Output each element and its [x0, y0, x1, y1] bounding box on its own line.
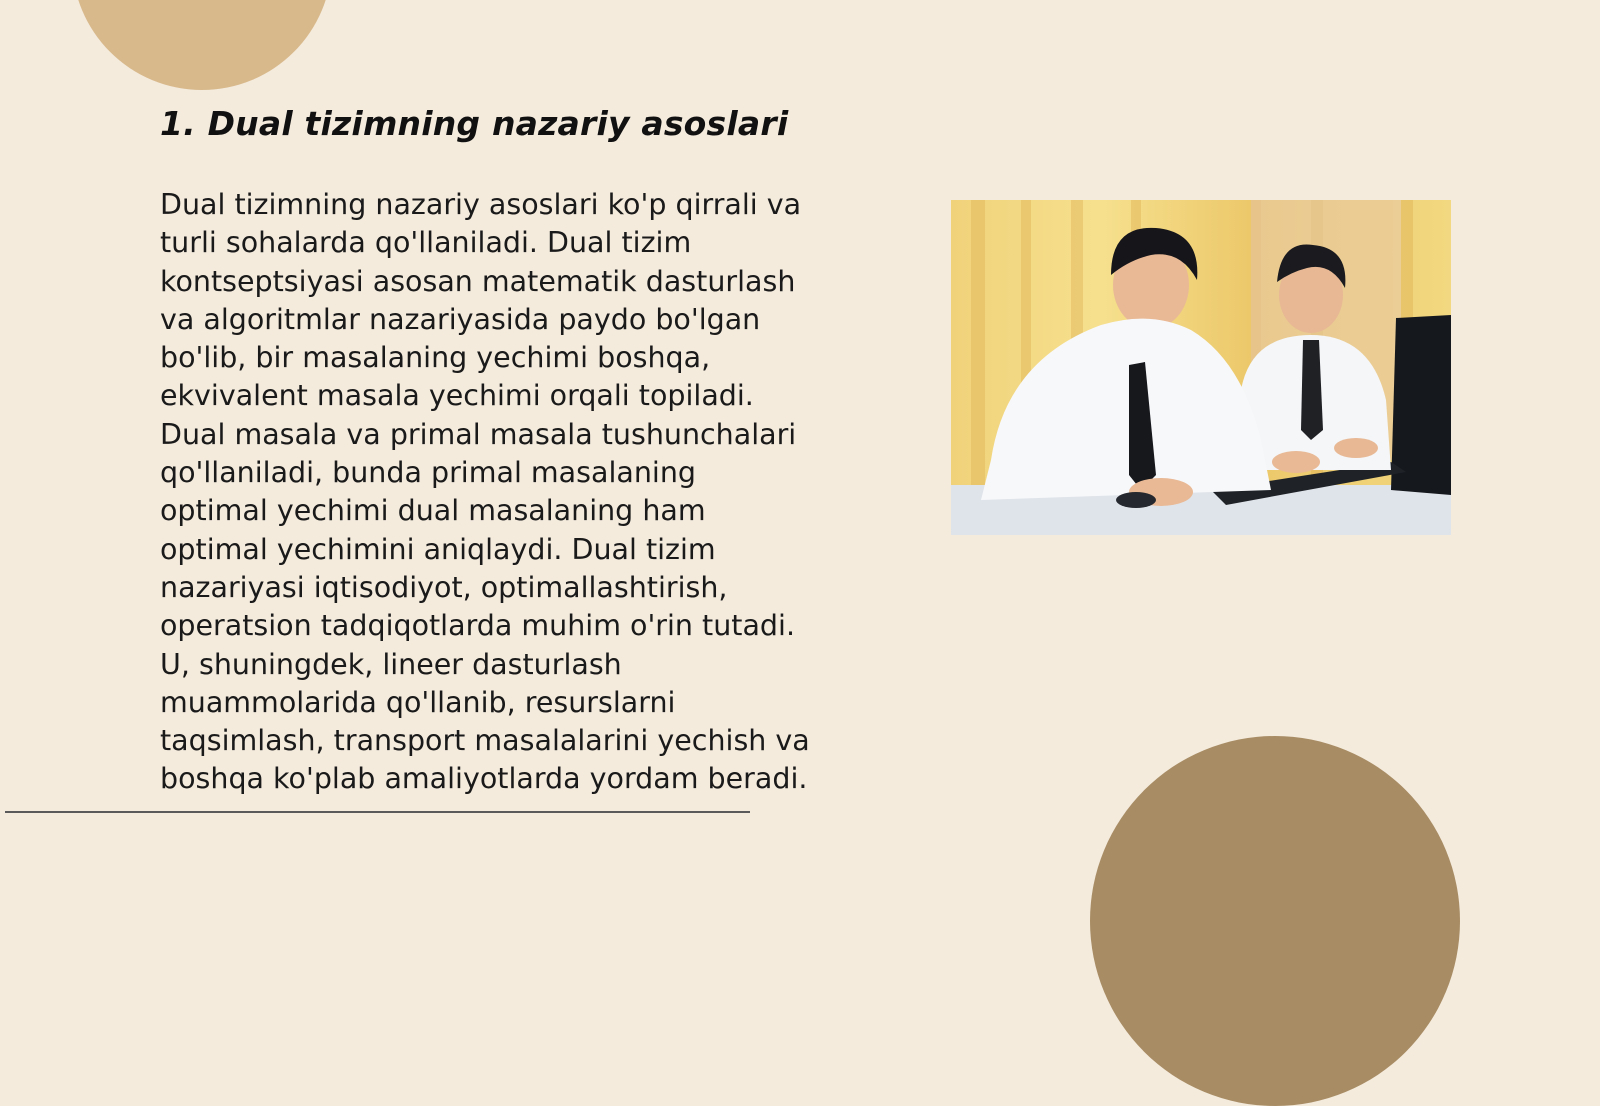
decorative-circle-top — [72, 0, 332, 90]
decorative-circle-bottom — [1090, 736, 1460, 1106]
horizontal-divider — [5, 811, 750, 813]
students-at-computer-photo — [951, 200, 1451, 535]
slide-title: 1. Dual tizimning nazariy asoslari — [160, 104, 789, 143]
slide-body-text: Dual tizimning nazariy asoslari ko'p qirrali va turli sohalarda qo'llaniladi. Dual tizim kontseptsiyasi asosan matematik dasturlash va algoritmlar nazariyasida paydo bo'lgan bo'lib, bir masalaning yechimi boshqa, ekvivalent masala yechimi orqali topiladi. Dual masala va primal masala tushunchalari qo'llaniladi, bunda primal masalaning optimal yechimi dual masalaning ham optimal yechimini aniqlaydi. Dual tizim nazariyasi iqtisodiyot, optimallashtirish, operatsion tadqiqotlarda muhim o'rin tutadi. U, shuningdek, lineer dasturlash muammolarida qo'llanib, resurslarni taqsimlash, transport masalalarini yechish va boshqa ko'plab amaliyotlarda yordam beradi. — [160, 188, 810, 796]
photo-illustration — [951, 200, 1451, 535]
